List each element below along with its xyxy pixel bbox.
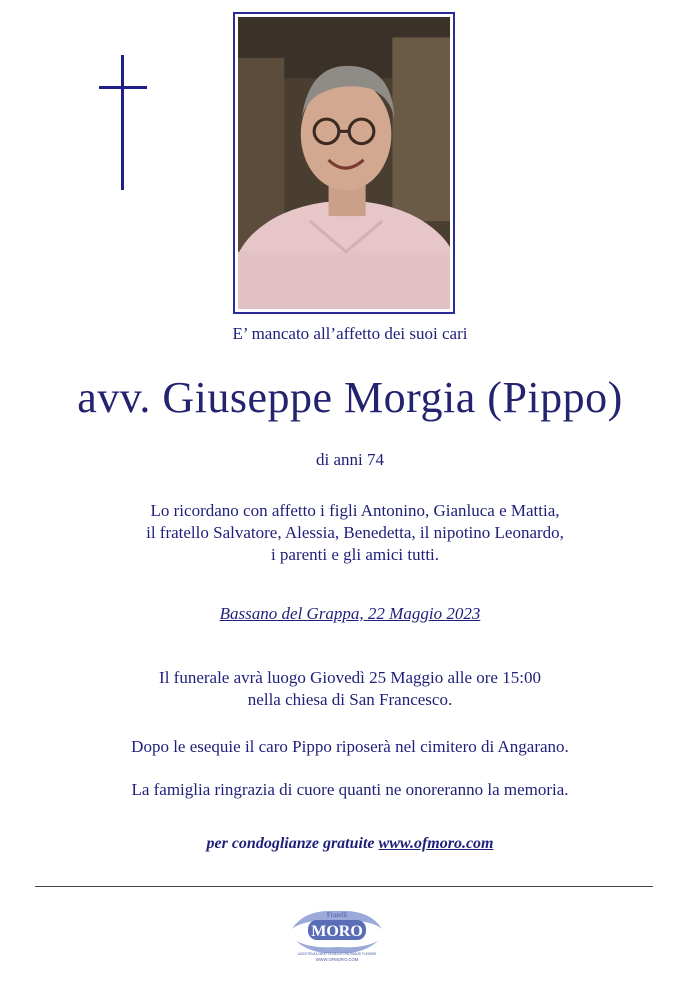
remembrance-line: Lo ricordano con affetto i figli Antonino, Gianluca e Mattia, <box>150 501 560 520</box>
condolences-line <box>0 835 700 853</box>
latin-cross-icon <box>99 55 147 190</box>
logo-emblem <box>286 903 388 963</box>
portrait-illustration <box>238 17 450 309</box>
logo-url-text: WWW.OFMORO.COM <box>315 957 359 962</box>
condolences-prefix: per condoglianze gratuite <box>206 835 379 852</box>
thanks-text: La famiglia ringrazia di cuore quanti ne onoreranno la memoria. <box>131 780 569 799</box>
remembrance-line: i parenti e gli amici tutti. <box>270 545 440 564</box>
intro-text: E’ mancato all’affetto dei suoi cari <box>232 324 468 343</box>
remembrance-line: il fratello Salvatore, Alessia, Benedetta, il nipotino Leonardo, <box>146 523 564 542</box>
logo-top-text: Fratelli <box>326 911 348 919</box>
cross-vertical-bar <box>121 55 124 190</box>
logo-name-text: MORO <box>311 923 363 940</box>
deceased-name: avv. Giuseppe Morgia (Pippo) <box>77 373 623 422</box>
portrait-photo <box>238 17 450 309</box>
fratelli-moro-logo <box>286 903 388 963</box>
burial-text: Dopo le esequie il caro Pippo riposerà nel cimitero di Angarano. <box>131 737 569 756</box>
funeral-line: nella chiesa di San Francesco. <box>247 690 453 709</box>
logo-tagline-text: ASSISTENZA DIRETTA NELLE ONORANZE FUNEBRI <box>297 952 377 956</box>
funeral-paragraph <box>0 667 700 711</box>
divider <box>35 886 653 887</box>
cross-horizontal-bar <box>99 86 147 89</box>
funeral-line: Il funerale avrà luogo Giovedì 25 Maggio alle ore 15:00 <box>159 668 541 687</box>
portrait-frame <box>233 12 455 314</box>
condolences-link[interactable]: www.ofmoro.com <box>378 835 494 852</box>
age-text: di anni 74 <box>316 450 384 469</box>
remembrance-paragraph <box>95 500 615 566</box>
place-date: Bassano del Grappa, 22 Maggio 2023 <box>219 604 481 623</box>
